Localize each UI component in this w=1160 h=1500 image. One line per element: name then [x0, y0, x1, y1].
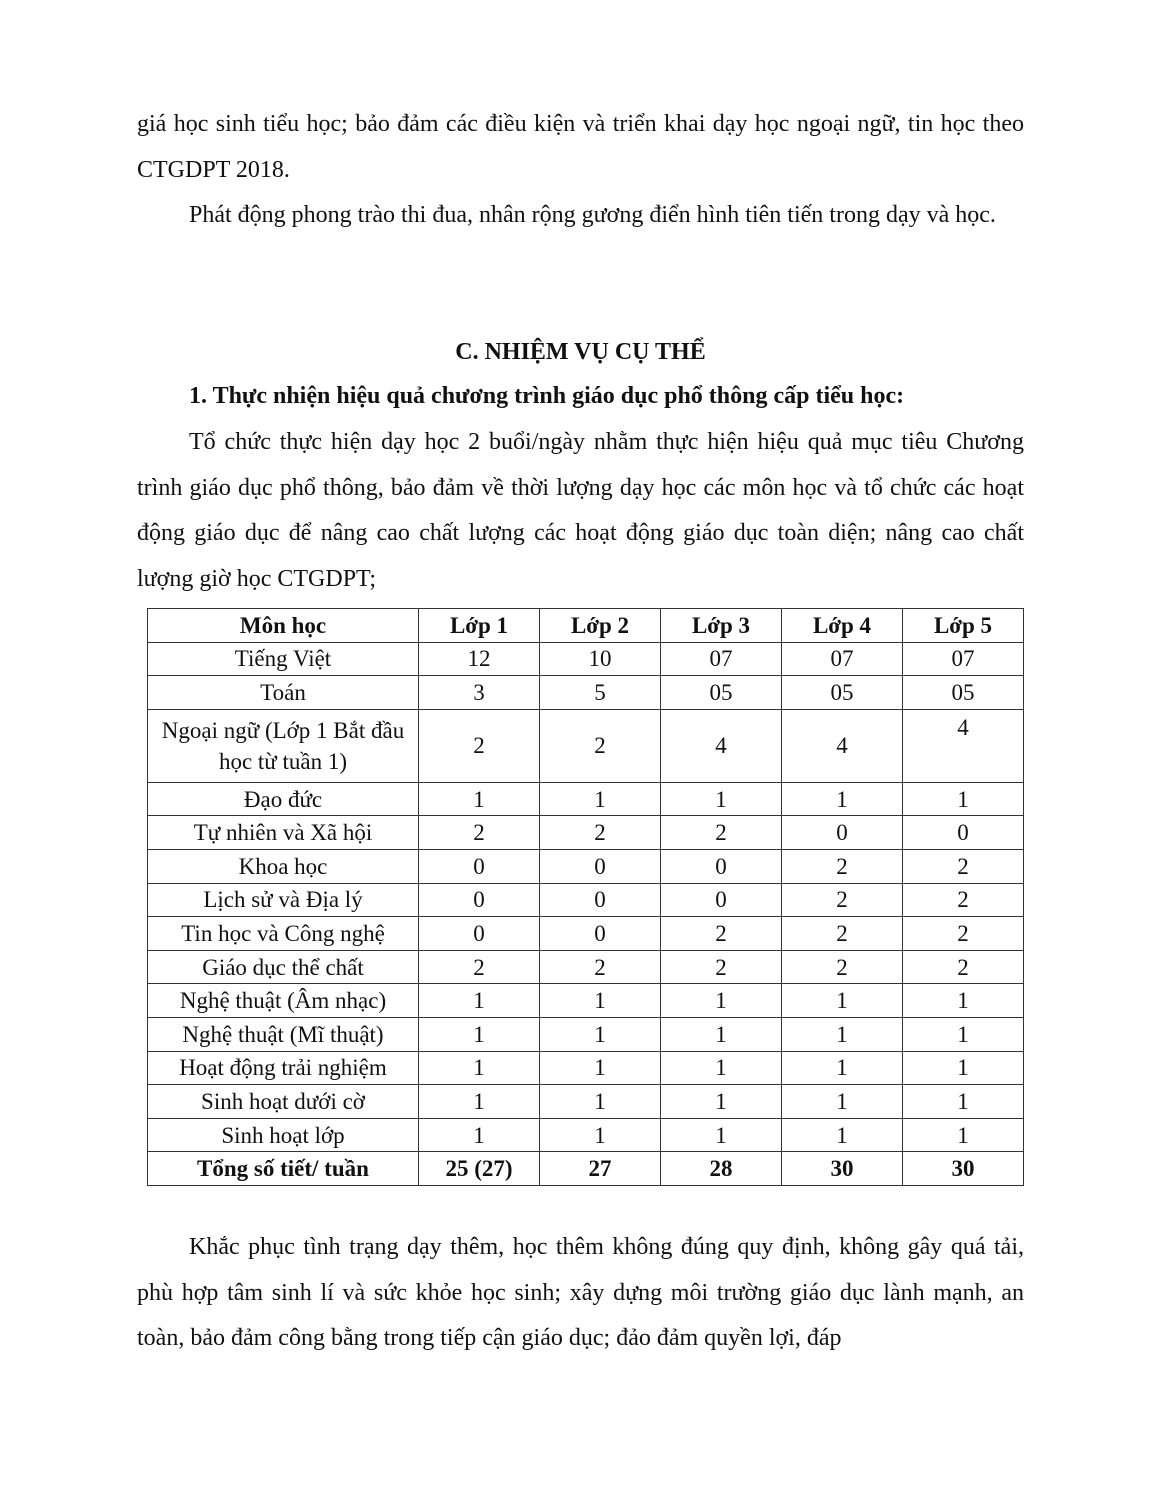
subject-cell: Toán — [148, 676, 419, 710]
value-cell: 1 — [419, 1051, 540, 1085]
subject-cell: Ngoại ngữ (Lớp 1 Bắt đầu học từ tuần 1) — [148, 709, 419, 782]
total-grade-1: 25 (27) — [419, 1152, 540, 1186]
value-cell: 1 — [540, 1118, 661, 1152]
value-cell: 2 — [782, 950, 903, 984]
value-cell: 1 — [661, 782, 782, 816]
value-cell: 0 — [540, 849, 661, 883]
value-cell: 0 — [540, 883, 661, 917]
value-cell: 2 — [661, 950, 782, 984]
paragraph-extra-tutoring: Khắc phục tình trạng dạy thêm, học thêm không đúng quy định, không gây quá tải, phù hợp tâm sinh lí và sức khỏe học sinh; xây dựng môi trường giáo dục lành mạnh, an toàn, bảo đảm công bằng trong tiếp cận giáo dục; đảo đảm quyền lợi, đáp — [137, 1234, 1024, 1351]
value-cell: 1 — [903, 1017, 1024, 1051]
table-header-row — [148, 609, 1024, 643]
table-row — [148, 1051, 1024, 1085]
value-cell: 3 — [419, 676, 540, 710]
value-cell: 1 — [782, 782, 903, 816]
section-heading: C. NHIỆM VỤ CỤ THỂ — [455, 339, 706, 365]
value-cell: 2 — [903, 917, 1024, 951]
value-cell: 1 — [540, 984, 661, 1018]
value-cell: 2 — [903, 849, 1024, 883]
value-cell: 07 — [903, 642, 1024, 676]
total-grade-3: 28 — [661, 1152, 782, 1186]
paragraph-two-sessions: Tổ chức thực hiện dạy học 2 buổi/ngày nhằm thực hiện hiệu quả mục tiêu Chương trình giáo dục phổ thông, bảo đảm về thời lượng dạy học các môn học và tổ chức các hoạt động giáo dục để nâng cao chất lượng các hoạt động giáo dục toàn diện; nâng cao chất lượng giờ học CTGDPT; — [137, 429, 1024, 592]
value-cell: 2 — [540, 950, 661, 984]
table-row — [148, 984, 1024, 1018]
value-cell: 1 — [903, 1051, 1024, 1085]
total-grade-2: 27 — [540, 1152, 661, 1186]
value-cell: 1 — [661, 1017, 782, 1051]
value-cell: 05 — [661, 676, 782, 710]
value-cell: 1 — [419, 1118, 540, 1152]
table-row — [148, 642, 1024, 676]
total-grade-5: 30 — [903, 1152, 1024, 1186]
value-cell: 1 — [540, 1017, 661, 1051]
table-row — [148, 1118, 1024, 1152]
header-grade-1: Lớp 1 — [419, 609, 540, 643]
value-cell: 2 — [419, 709, 540, 782]
subject-cell: Giáo dục thể chất — [148, 950, 419, 984]
value-cell: 10 — [540, 642, 661, 676]
value-cell: 1 — [782, 984, 903, 1018]
value-cell: 2 — [419, 950, 540, 984]
value-cell: 0 — [419, 917, 540, 951]
value-cell: 07 — [661, 642, 782, 676]
value-cell: 2 — [903, 950, 1024, 984]
value-cell: 1 — [903, 782, 1024, 816]
table-row — [148, 883, 1024, 917]
paragraph-emulation-movement: Phát động phong trào thi đua, nhân rộng gương điển hình tiên tiến trong dạy và học. — [189, 202, 996, 228]
value-cell: 4 — [903, 709, 1024, 782]
value-cell: 1 — [903, 984, 1024, 1018]
header-grade-3: Lớp 3 — [661, 609, 782, 643]
subject-periods-table — [147, 608, 1024, 1186]
table-row — [148, 917, 1024, 951]
table-row — [148, 709, 1024, 782]
subject-cell: Nghệ thuật (Âm nhạc) — [148, 984, 419, 1018]
value-cell: 2 — [661, 917, 782, 951]
value-cell: 05 — [903, 676, 1024, 710]
value-cell: 1 — [419, 782, 540, 816]
value-cell: 0 — [661, 849, 782, 883]
subsection-heading: 1. Thực nhiện hiệu quả chương trình giáo dục phổ thông cấp tiểu học: — [189, 383, 905, 409]
value-cell: 1 — [540, 782, 661, 816]
table-row — [148, 816, 1024, 850]
value-cell: 0 — [540, 917, 661, 951]
value-cell: 1 — [903, 1085, 1024, 1119]
value-cell: 1 — [540, 1085, 661, 1119]
paragraph-intro-continued: giá học sinh tiểu học; bảo đảm các điều kiện và triển khai dạy học ngoại ngữ, tin học theo CTGDPT 2018. — [137, 111, 1024, 183]
value-cell: 2 — [540, 816, 661, 850]
header-grade-4: Lớp 4 — [782, 609, 903, 643]
value-cell: 2 — [661, 816, 782, 850]
value-cell: 2 — [782, 883, 903, 917]
value-cell: 0 — [419, 849, 540, 883]
subject-cell: Tiếng Việt — [148, 642, 419, 676]
value-cell: 1 — [419, 984, 540, 1018]
value-cell: 4 — [661, 709, 782, 782]
value-cell: 1 — [782, 1017, 903, 1051]
table-row — [148, 1085, 1024, 1119]
table-row — [148, 676, 1024, 710]
header-subject: Môn học — [148, 609, 419, 643]
value-cell: 1 — [782, 1051, 903, 1085]
value-cell: 2 — [540, 709, 661, 782]
value-cell: 1 — [782, 1118, 903, 1152]
table-total-row — [148, 1152, 1024, 1186]
table-row — [148, 950, 1024, 984]
header-grade-2: Lớp 2 — [540, 609, 661, 643]
value-cell: 1 — [661, 1085, 782, 1119]
value-cell: 12 — [419, 642, 540, 676]
value-cell: 2 — [419, 816, 540, 850]
value-cell: 2 — [782, 917, 903, 951]
total-grade-4: 30 — [782, 1152, 903, 1186]
value-cell: 4 — [782, 709, 903, 782]
subject-cell: Khoa học — [148, 849, 419, 883]
subject-cell: Tự nhiên và Xã hội — [148, 816, 419, 850]
table-row — [148, 782, 1024, 816]
value-cell: 0 — [419, 883, 540, 917]
subject-cell: Nghệ thuật (Mĩ thuật) — [148, 1017, 419, 1051]
subject-cell: Đạo đức — [148, 782, 419, 816]
subject-cell: Sinh hoạt dưới cờ — [148, 1085, 419, 1119]
value-cell: 1 — [419, 1017, 540, 1051]
value-cell: 1 — [419, 1085, 540, 1119]
value-cell: 1 — [903, 1118, 1024, 1152]
value-cell: 1 — [661, 1118, 782, 1152]
subject-cell: Tin học và Công nghệ — [148, 917, 419, 951]
value-cell: 05 — [782, 676, 903, 710]
value-cell: 1 — [782, 1085, 903, 1119]
subject-cell: Lịch sử và Địa lý — [148, 883, 419, 917]
value-cell: 1 — [661, 1051, 782, 1085]
value-cell: 0 — [903, 816, 1024, 850]
value-cell: 2 — [782, 849, 903, 883]
table-row — [148, 849, 1024, 883]
value-cell: 2 — [903, 883, 1024, 917]
total-label: Tổng số tiết/ tuần — [148, 1152, 419, 1186]
value-cell: 1 — [540, 1051, 661, 1085]
subject-cell: Hoạt động trải nghiệm — [148, 1051, 419, 1085]
table-row — [148, 1017, 1024, 1051]
value-cell: 0 — [782, 816, 903, 850]
subject-cell: Sinh hoạt lớp — [148, 1118, 419, 1152]
value-cell: 5 — [540, 676, 661, 710]
value-cell: 1 — [661, 984, 782, 1018]
header-grade-5: Lớp 5 — [903, 609, 1024, 643]
value-cell: 07 — [782, 642, 903, 676]
value-cell: 0 — [661, 883, 782, 917]
